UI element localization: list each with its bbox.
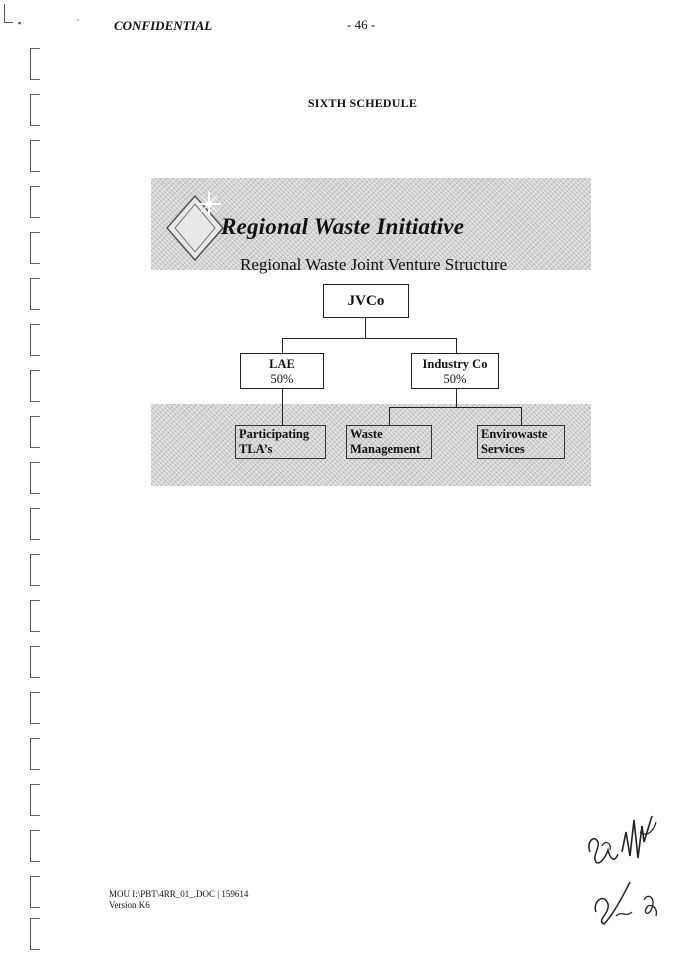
diamond-logo-icon [165,186,227,266]
binding-bracket [30,48,40,80]
lae-share: 50% [270,372,294,386]
binding-bracket [30,186,40,218]
industry-co-share: 50% [443,372,467,386]
binding-bracket [30,600,40,632]
waste-management-box [346,425,432,459]
binding-bracket [30,876,40,908]
connector-line [456,389,457,407]
handwritten-initials-signature [582,812,662,932]
connector-line [282,338,456,339]
binding-bracket [30,918,40,950]
binding-bracket [30,692,40,724]
industry-co-name: Industry Co [422,357,488,371]
binding-bracket [30,416,40,448]
leaf-line: Envirowaste [481,427,548,441]
confidential-label: CONFIDENTIAL [114,18,213,33]
binding-bracket [30,508,40,540]
binding-bracket [30,830,40,862]
leaf-line: Waste [350,427,383,441]
connector-line [456,338,457,353]
jvco-box: JVCo [323,284,409,318]
binding-bracket [30,738,40,770]
envirowaste-services-box [477,425,565,459]
industry-co-box [411,353,499,389]
binding-corner-mark [4,4,13,23]
connector-line [282,389,283,425]
binding-bracket [30,140,40,172]
connector-line [521,407,522,425]
schedule-title: SIXTH SCHEDULE [307,96,418,110]
leaf-line: Management [350,442,421,456]
connector-line [389,407,522,408]
binding-bracket [30,232,40,264]
tick-mark: ˋ [76,18,80,30]
leaf-line: Services [481,442,525,456]
leaf-line: TLA’s [239,442,273,456]
footer-version: Version K6 [109,900,150,910]
connector-line [389,407,390,425]
connector-line [365,316,366,338]
binding-bracket [30,324,40,356]
page-number: - 46 - [347,17,376,32]
binding-bracket [30,370,40,402]
diagram-subtitle: Regional Waste Joint Venture Structure [240,255,508,274]
jv-structure-diagram [151,178,591,486]
binding-bracket [30,278,40,310]
binding-bracket [30,554,40,586]
lae-name: LAE [269,357,295,371]
banner-title: Regional Waste Initiative [221,214,465,239]
lae-box [240,353,324,389]
binding-bracket [30,646,40,678]
binding-dot-mark: ▪ [18,18,22,28]
binding-bracket [30,784,40,816]
footer-document-reference: MOU I:\PBT\4RR_01_.DOC | 159614 [109,889,249,899]
leaf-line: Participating [239,427,310,441]
binding-bracket [30,462,40,494]
participating-tlas-box [235,425,326,459]
connector-line [282,338,283,353]
